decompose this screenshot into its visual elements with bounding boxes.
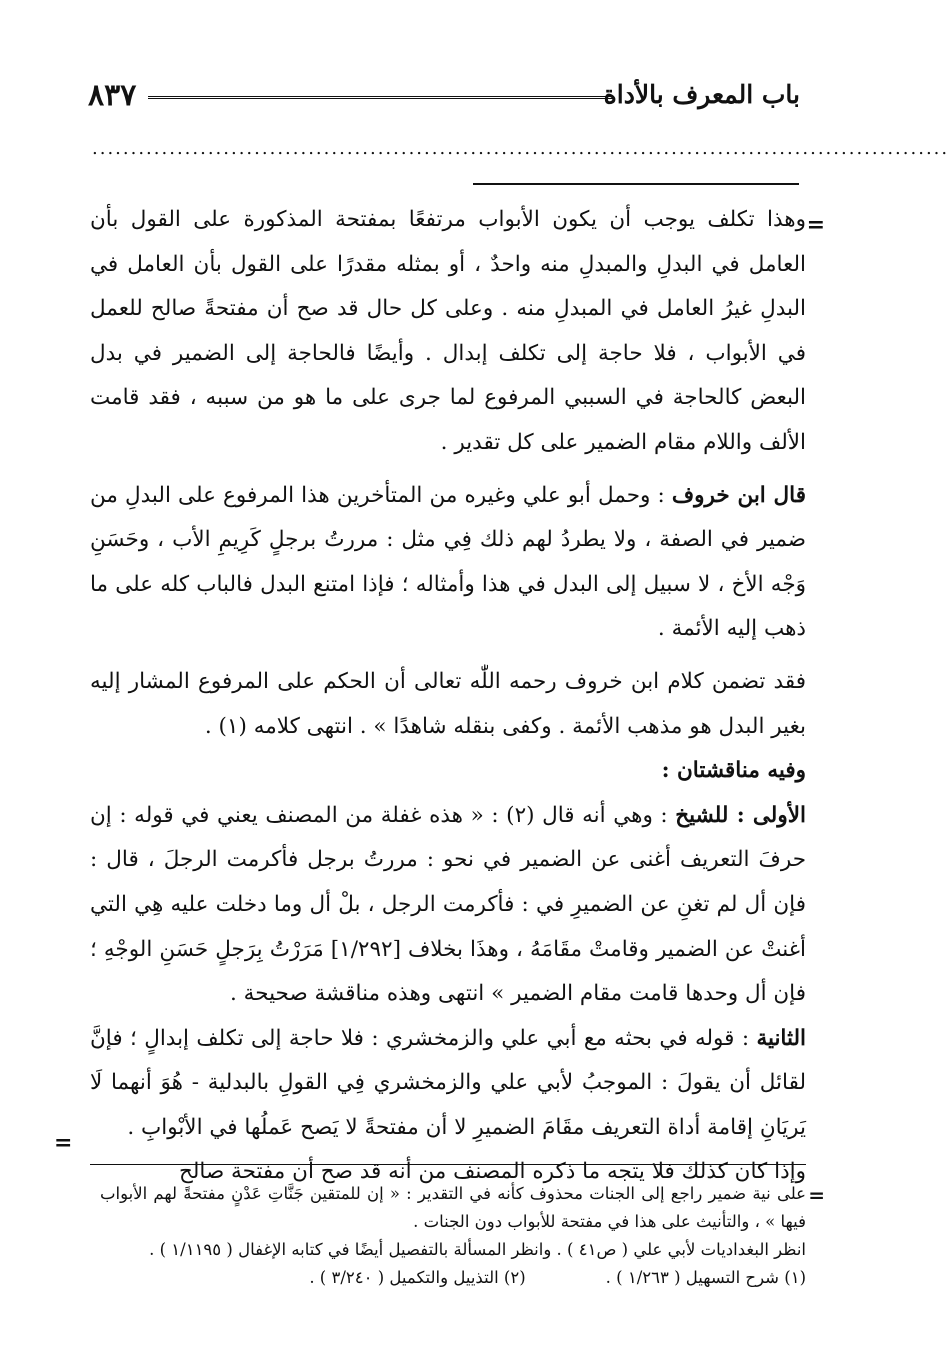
page-number: ٨٣٧ [88,78,137,113]
paragraph-7: وإذا كان كذلك فلا يتجه ما ذكره المصنف من أنه قد صح أن مفتحة صالح [178,1159,806,1185]
footnote-1: (١) شرح التسهيل ( ١/٢٦٣ ) . [605,1268,806,1287]
main-text [90,198,806,1195]
paragraph-2: قال ابن خروف : وحمل أبو علي وغيره من المتأخرين هذا المرفوع على البدلِ من ضمير في الصفة ، ولا يطردُ لهم ذلك فِي مثل : مررتُ برجلٍ كَرِيمِ الأب ، وحَسَنِ وَجْه الأخ ، لا سبيل إلى البدل في هذا وأمثاله ؛ فإذا امتنع البدل فالباب كله على ما ذهب إليه الأئمة . [90,482,806,642]
paragraph-lead: الثانية [756,1025,806,1051]
paragraph-1: وهذا تكلف يوجب أن يكون الأبواب مرتفعًا بمفتحة المذكورة على القول بأن العامل في البدلِ والمبدلِ منه واحدٌ ، أو بمثله مقدرًا على القول بأن العامل في البدلِ غيرُ العامل في المبدلِ منه . وعلى كل حال قد صح أن مفتحةً صالح للعمل في الأبواب ، فلا حاجة إلى تكلف إبدال . وأيضًا فالحاجة إلى الضمير في بدل البعض كالحاجة في السببي المرفوع لما جرى على ما هو من سببه ، فقد قامت الألف واللام مقام الضمير على كل تقدير . [90,207,806,455]
paragraph-4 [90,749,806,794]
paragraph-5: الأولى : للشيخ : وهي أنه قال (٢) : « هذه غفلة من المصنف يعني في قوله : إن حرفَ التعريف أغنى عن الضمير في نحو : مررتُ برجل فأكرمت الرجلَ ، قال : فإن أل لم تغنِ عن الضميرِ في : فأكرمت الرجل ، بلْ أل وما دخلت عليه هِي التي أغنتْ عن الضمير وقامتْ مقَامَهُ ، وهذَا بخلاف [١/٢٩٢] مَرَرْتُ بِرَجلٍ حَسَنِ الوجْهِ ؛ فإن أل وحدها قامت مقام الضمير » انتهى وهذه مناقشة صحيحة . [90,802,806,1007]
running-header [88,78,800,118]
footnotes [100,1180,806,1292]
paragraph-lead: وفيه مناقشتان : [661,758,806,784]
paragraph-lead: الأولى : للشيخ [675,802,806,828]
dotted-separator: ............................................................................................................... [92,138,949,159]
footnote-continuation: على نية ضمير راجع إلى الجنات محذوف كأنه في التقدير : « إن للمتقين جَنَّاتِ عَدْنٍ مفتحةً لهم الأبواب فيها » ، والتأنيث على هذا في مفتحة للأبواب دون الجنات . [100,1184,806,1231]
paragraph-lead: قال ابن خروف [671,482,806,508]
separator-rule [473,183,799,185]
footnote-2: (٢) التذييل والتكميل ( ٣/٢٤٠ ) . [309,1268,526,1287]
continuation-mark-footnote: = [808,1183,825,1207]
header-rule [148,96,614,102]
footnote-rule [90,1164,806,1165]
paragraph-6: الثانية : قوله في بحثه مع أبي علي والزمخشري : فلا حاجة إلى تكلف إبدالٍ ؛ فإنَّ لقائل أن يقولَ : الموجبُ لأبي علي والزمخشري فِي القولِ بالبدلية - هُوَ أنهما لَا يَريَانِ إقامة أداة التعريف مقَامَ الضميرِ لا أن مفتحةً لا يَصح عَملُها في الأبْوابِ . [90,1025,806,1140]
continuation-mark-top: = [806,212,825,238]
chapter-title: باب المعرف بالأداة [603,80,800,109]
paragraph-3: فقد تضمن كلام ابن خروف رحمه اللّٰه تعالى أن الحكم على المرفوع المشار إليه بغير البدل هو مذهب الأئمة . وكفى بنقله شاهدًا » . انتهى كلامه (١) . [90,668,806,739]
footnote-row [100,1264,806,1292]
footnote-reference: انظر البغداديات لأبي علي ( ص٤١ ) . وانظر المسألة بالتفصيل أيضًا في كتابه الإغفال ( ١/١١٩٥ ) . [149,1240,806,1259]
continuation-mark-bottom: = [54,1130,73,1156]
